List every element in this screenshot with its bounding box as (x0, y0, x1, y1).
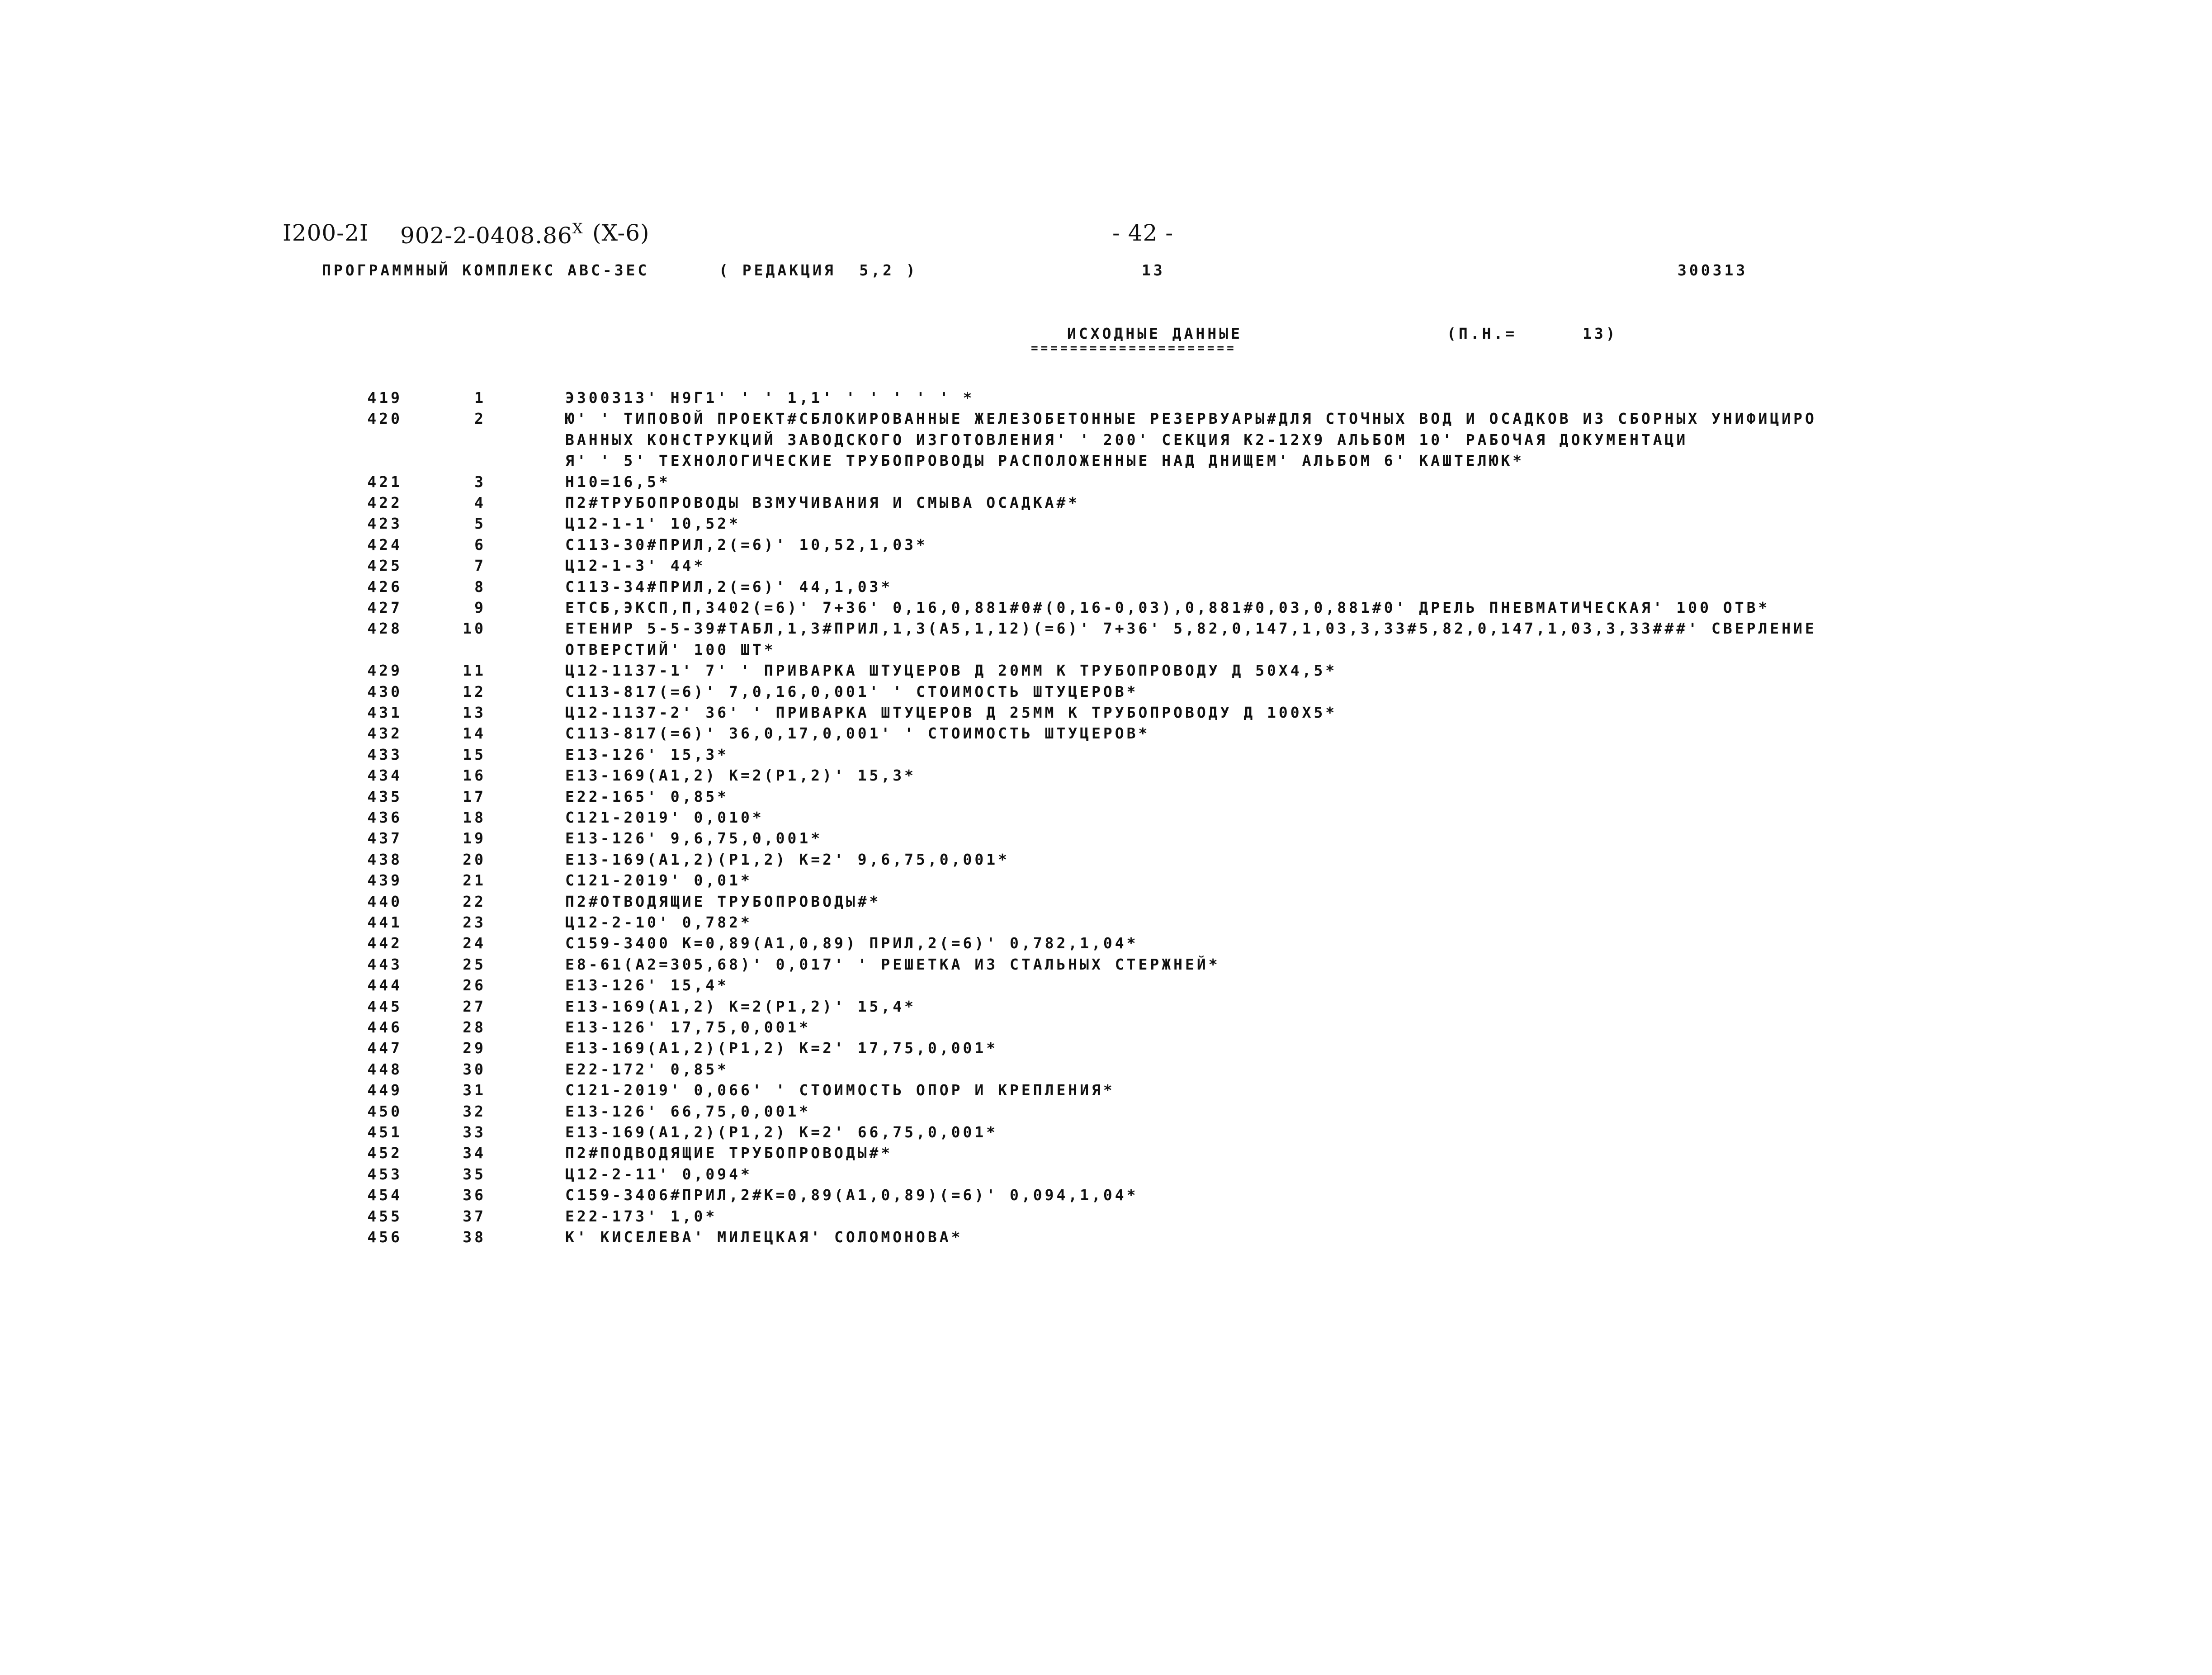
record-row (0, 871, 2212, 891)
record-text: Е22-173' 1,0* (565, 1207, 718, 1225)
record-line-number: 429 (367, 662, 402, 679)
record-line-number: 439 (367, 871, 402, 889)
record-line-number: 446 (367, 1018, 402, 1036)
record-text: С113-34#ПРИЛ,2(=6)' 44,1,03* (565, 578, 893, 596)
record-line-number: 455 (367, 1207, 402, 1225)
record-row (0, 976, 2212, 996)
record-sequence-number: 5 (474, 515, 486, 532)
record-line-number: 423 (367, 515, 402, 532)
record-row (0, 1228, 2212, 1248)
record-sequence-number: 8 (474, 578, 486, 596)
record-line-number: 433 (367, 746, 402, 763)
record-sequence-number: 27 (463, 998, 486, 1015)
record-row (0, 1144, 2212, 1164)
record-row (0, 515, 2212, 535)
record-text: Ц12-1-1' 10,52* (565, 515, 741, 532)
record-line-number: 444 (367, 976, 402, 994)
record-sequence-number: 31 (463, 1081, 486, 1099)
record-line-number: 442 (367, 934, 402, 952)
record-text: Н10=16,5* (565, 473, 671, 491)
record-text: С121-2019' 0,066' ' СТОИМОСТЬ ОПОР И КРЕПЛЕНИЯ* (565, 1081, 1115, 1099)
record-row (0, 1123, 2212, 1143)
record-sequence-number: 13 (463, 704, 486, 721)
record-text: К' КИСЕЛЕВА' МИЛЕЦКАЯ' СОЛОМОНОВА* (565, 1228, 963, 1246)
header-variant: (X-6) (592, 220, 650, 246)
record-text: Е13-169(А1,2)(Р1,2) К=2' 9,6,75,0,001* (565, 851, 1010, 868)
record-text: Е13-126' 17,75,0,001* (565, 1018, 811, 1036)
record-sequence-number: 7 (474, 557, 486, 574)
record-row (0, 809, 2212, 828)
record-text: Е13-126' 9,6,75,0,001* (565, 829, 823, 847)
record-text: С159-3400 К=0,89(А1,0,89) ПРИЛ,2(=6)' 0,782,1,04* (565, 934, 1139, 952)
record-row (0, 431, 2212, 451)
record-sequence-number: 34 (463, 1144, 486, 1162)
record-line-number: 425 (367, 557, 402, 574)
record-row (0, 599, 2212, 619)
record-text: Е22-165' 0,85* (565, 788, 729, 805)
record-row (0, 389, 2212, 409)
record-line-number: 454 (367, 1186, 402, 1204)
record-line-number: 449 (367, 1081, 402, 1099)
record-line-number: 452 (367, 1144, 402, 1162)
record-text: Е22-172' 0,85* (565, 1060, 729, 1078)
record-text: П2#ПОДВОДЯЩИЕ ТРУБОПРОВОДЫ#* (565, 1144, 893, 1162)
record-row (0, 724, 2212, 744)
record-sequence-number: 16 (463, 767, 486, 784)
record-row (0, 893, 2212, 913)
record-line-number: 443 (367, 956, 402, 973)
record-row (0, 746, 2212, 766)
record-sequence-number: 3 (474, 473, 486, 491)
program-edition: ( РЕДАКЦИЯ 5,2 ) (719, 261, 918, 279)
record-row (0, 683, 2212, 703)
record-line-number: 447 (367, 1039, 402, 1057)
record-line-number: 430 (367, 683, 402, 700)
record-line-number: 420 (367, 410, 402, 427)
record-sequence-number: 26 (463, 976, 486, 994)
record-line-number: 441 (367, 913, 402, 931)
record-text: Ц12-1137-1' 7' ' ПРИВАРКА ШТУЦЕРОВ Д 20ММ К ТРУБОПРОВОДУ Д 50Х4,5* (565, 662, 1338, 679)
record-sequence-number: 35 (463, 1165, 486, 1183)
record-line-number: 419 (367, 389, 402, 407)
section-title-underline: ===================== (1031, 341, 1237, 355)
sheet-number: 13 (1142, 261, 1165, 279)
record-sequence-number: 37 (463, 1207, 486, 1225)
record-sequence-number: 6 (474, 536, 486, 554)
record-line-number: 435 (367, 788, 402, 805)
record-line-number: 431 (367, 704, 402, 721)
record-row (0, 1165, 2212, 1185)
record-text: Е8-61(А2=305,68)' 0,017' ' РЕШЕТКА ИЗ СТАЛЬНЫХ СТЕРЖНЕЙ* (565, 956, 1220, 973)
record-row (0, 410, 2212, 430)
header-doc-code: I200-2I (283, 220, 369, 246)
record-text: Е13-169(А1,2)(Р1,2) К=2' 17,75,0,001* (565, 1039, 998, 1057)
record-row (0, 829, 2212, 849)
record-row (0, 934, 2212, 954)
record-sequence-number: 28 (463, 1018, 486, 1036)
record-row (0, 956, 2212, 975)
record-line-number: 456 (367, 1228, 402, 1246)
record-line-number: 438 (367, 851, 402, 868)
record-row (0, 704, 2212, 724)
record-text: Ц12-1137-2' 36' ' ПРИВАРКА ШТУЦЕРОВ Д 25ММ К ТРУБОПРОВОДУ Д 100Х5* (565, 704, 1338, 721)
record-text: Е13-169(А1,2) К=2(Р1,2)' 15,4* (565, 998, 917, 1015)
record-row (0, 1102, 2212, 1122)
record-text: Э300313' Н9Г1' ' ' 1,1' ' ' ' ' ' * (565, 389, 975, 407)
record-line-number: 440 (367, 893, 402, 910)
record-text: ЕТЕНИР 5-5-39#ТАБЛ,1,3#ПРИЛ,1,3(А5,1,12)(=6)' 7+36' 5,82,0,147,1,03,3,33#5,82,0,147,1,03,3,33###' СВЕРЛЕНИЕ (565, 620, 1817, 637)
record-line-number: 437 (367, 829, 402, 847)
record-line-number: 436 (367, 809, 402, 826)
record-line-number: 453 (367, 1165, 402, 1183)
record-row (0, 557, 2212, 577)
record-text: Е13-126' 66,75,0,001* (565, 1102, 811, 1120)
project-code-superscript: X (572, 220, 583, 237)
record-text: ЕТСБ,ЭКСП,П,3402(=6)' 7+36' 0,16,0,881#0#(0,16-0,03),0,881#0,03,0,881#0' ДРЕЛЬ ПНЕВМАТИЧЕСКАЯ' 100 ОТВ* (565, 599, 1770, 616)
record-row (0, 1039, 2212, 1059)
record-line-number: 448 (367, 1060, 402, 1078)
record-sequence-number: 17 (463, 788, 486, 805)
pn-label: (П.Н.= (1447, 325, 1517, 342)
record-text: С159-3406#ПРИЛ,2#К=0,89(А1,0,89)(=6)' 0,094,1,04* (565, 1186, 1139, 1204)
section-title: ИСХОДНЫЕ ДАННЫЕ (1067, 325, 1243, 342)
record-line-number: 432 (367, 724, 402, 742)
record-text: ОТВЕРСТИЙ' 100 ШТ* (565, 641, 776, 658)
record-text: С121-2019' 0,01* (565, 871, 752, 889)
record-text: С113-817(=6)' 36,0,17,0,001' ' СТОИМОСТЬ ШТУЦЕРОВ* (565, 724, 1150, 742)
record-text: ВАННЫХ КОНСТРУКЦИЙ ЗАВОДСКОГО ИЗГОТОВЛЕНИЯ' ' 200' СЕКЦИЯ К2-12Х9 АЛЬБОМ 10' РАБОЧАЯ ДОКУМЕНТАЦИ (565, 431, 1688, 449)
record-text: С113-30#ПРИЛ,2(=6)' 10,52,1,03* (565, 536, 928, 554)
record-row (0, 494, 2212, 514)
record-row (0, 788, 2212, 808)
record-sequence-number: 2 (474, 410, 486, 427)
record-row (0, 641, 2212, 661)
program-name: ПРОГРАММНЫЙ КОМПЛЕКС АВС-3ЕС (322, 261, 650, 279)
record-sequence-number: 21 (463, 871, 486, 889)
page-number: - 42 - (1112, 220, 1174, 246)
record-text: Ц12-1-3' 44* (565, 557, 706, 574)
record-text: Ю' ' ТИПОВОЙ ПРОЕКТ#СБЛОКИРОВАННЫЕ ЖЕЛЕЗОБЕТОННЫЕ РЕЗЕРВУАРЫ#ДЛЯ СТОЧНЫХ ВОД И ОСАДКОВ ИЗ СБОРНЫХ УНИФИЦИРО (565, 410, 1817, 427)
record-text: Ц12-2-10' 0,782* (565, 913, 752, 931)
document-code: 300313 (1678, 261, 1748, 279)
record-text: Я' ' 5' ТЕХНОЛОГИЧЕСКИЕ ТРУБОПРОВОДЫ РАСПОЛОЖЕННЫЕ НАД ДНИЩЕМ' АЛЬБОМ 6' КАШТЕЛЮК* (565, 452, 1525, 469)
record-sequence-number: 20 (463, 851, 486, 868)
record-line-number: 428 (367, 620, 402, 637)
record-row (0, 662, 2212, 681)
record-text: Е13-126' 15,3* (565, 746, 729, 763)
record-text: П2#ОТВОДЯЩИЕ ТРУБОПРОВОДЫ#* (565, 893, 881, 910)
record-sequence-number: 4 (474, 494, 486, 511)
record-sequence-number: 29 (463, 1039, 486, 1057)
record-sequence-number: 38 (463, 1228, 486, 1246)
record-line-number: 421 (367, 473, 402, 491)
record-sequence-number: 10 (463, 620, 486, 637)
record-sequence-number: 24 (463, 934, 486, 952)
record-row (0, 473, 2212, 493)
record-line-number: 450 (367, 1102, 402, 1120)
record-line-number: 445 (367, 998, 402, 1015)
record-sequence-number: 1 (474, 389, 486, 407)
project-code-text: 902-2-0408.86 (400, 222, 572, 249)
record-text: Е13-169(А1,2) К=2(Р1,2)' 15,3* (565, 767, 917, 784)
record-row (0, 851, 2212, 871)
record-row (0, 913, 2212, 933)
record-row (0, 536, 2212, 556)
record-sequence-number: 25 (463, 956, 486, 973)
record-sequence-number: 19 (463, 829, 486, 847)
record-line-number: 426 (367, 578, 402, 596)
record-line-number: 434 (367, 767, 402, 784)
record-text: Ц12-2-11' 0,094* (565, 1165, 752, 1183)
record-text: С121-2019' 0,010* (565, 809, 764, 826)
record-sequence-number: 22 (463, 893, 486, 910)
record-row (0, 767, 2212, 786)
record-line-number: 427 (367, 599, 402, 616)
record-text: Е13-126' 15,4* (565, 976, 729, 994)
record-sequence-number: 14 (463, 724, 486, 742)
record-sequence-number: 11 (463, 662, 486, 679)
record-row (0, 998, 2212, 1017)
record-row (0, 1060, 2212, 1080)
record-text: С113-817(=6)' 7,0,16,0,001' ' СТОИМОСТЬ ШТУЦЕРОВ* (565, 683, 1139, 700)
record-row (0, 452, 2212, 472)
record-sequence-number: 30 (463, 1060, 486, 1078)
record-row (0, 1018, 2212, 1038)
record-sequence-number: 15 (463, 746, 486, 763)
pn-value: 13) (1583, 325, 1618, 342)
record-sequence-number: 23 (463, 913, 486, 931)
record-sequence-number: 12 (463, 683, 486, 700)
record-row (0, 620, 2212, 639)
record-sequence-number: 9 (474, 599, 486, 616)
record-row (0, 1186, 2212, 1206)
record-row (0, 1207, 2212, 1227)
record-sequence-number: 32 (463, 1102, 486, 1120)
record-sequence-number: 36 (463, 1186, 486, 1204)
record-text: Е13-169(А1,2)(Р1,2) К=2' 66,75,0,001* (565, 1123, 998, 1141)
record-row (0, 578, 2212, 598)
record-sequence-number: 18 (463, 809, 486, 826)
record-row (0, 1081, 2212, 1101)
record-line-number: 422 (367, 494, 402, 511)
record-line-number: 451 (367, 1123, 402, 1141)
record-line-number: 424 (367, 536, 402, 554)
record-text: П2#ТРУБОПРОВОДЫ ВЗМУЧИВАНИЯ И СМЫВА ОСАДКА#* (565, 494, 1080, 511)
record-sequence-number: 33 (463, 1123, 486, 1141)
